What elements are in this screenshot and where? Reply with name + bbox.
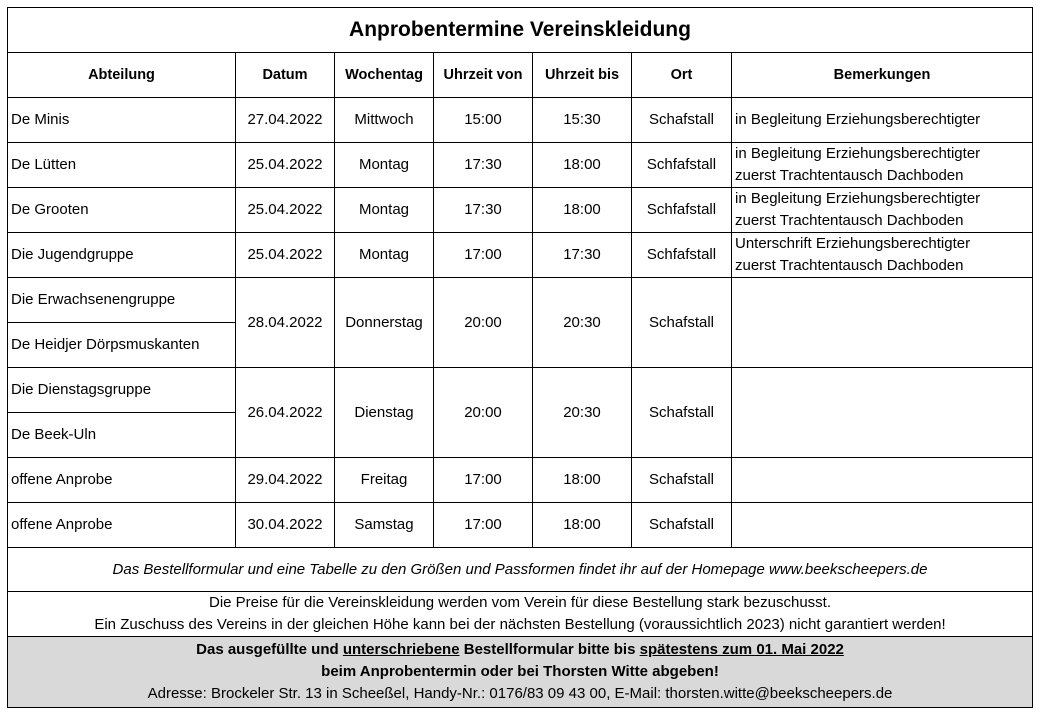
- cell-bemerkungen: [732, 143, 1033, 188]
- table-row: [8, 503, 1033, 548]
- cell-bis: 15:30: [533, 98, 632, 143]
- cell-von: 17:00: [434, 233, 533, 278]
- cell-ort: Schafstall: [632, 278, 732, 368]
- table-row: [8, 368, 1033, 413]
- header-uhrzeit-bis: Uhrzeit bis: [533, 53, 632, 98]
- cell-ort: Schafstall: [632, 503, 732, 548]
- cell-abteilung: Die Jugendgruppe: [8, 233, 236, 278]
- cell-von: 20:00: [434, 368, 533, 458]
- deadline-line: [8, 639, 1032, 661]
- cell-abteilung: offene Anprobe: [8, 458, 236, 503]
- cell-wochentag: Montag: [335, 143, 434, 188]
- bemerkung-line-2: zuerst Trachtentausch Dachboden: [735, 167, 964, 184]
- bemerkung-line-1: in Begleitung Erziehungsberechtigter: [735, 190, 981, 207]
- header-datum: Datum: [236, 53, 335, 98]
- deadline-text-2: Bestellformular bitte bis: [459, 641, 640, 658]
- cell-datum: 26.04.2022: [236, 368, 335, 458]
- cell-ort: Schfafstall: [632, 233, 732, 278]
- header-row: [8, 53, 1033, 98]
- cell-abteilung: Die Erwachsenengruppe: [8, 278, 236, 323]
- cell-ort: Schafstall: [632, 98, 732, 143]
- table-row: [8, 188, 1033, 233]
- cell-bemerkungen: [732, 458, 1033, 503]
- cell-bis: 18:00: [533, 503, 632, 548]
- homepage-note: Das Bestellformular und eine Tabelle zu den Größen und Passformen findet ihr auf der Homepage www.beekscheepers.de: [8, 548, 1033, 592]
- header-wochentag: Wochentag: [335, 53, 434, 98]
- cell-von: 17:30: [434, 143, 533, 188]
- header-bemerkungen: Bemerkungen: [732, 53, 1033, 98]
- header-uhrzeit-von: Uhrzeit von: [434, 53, 533, 98]
- bemerkung-line-2: zuerst Trachtentausch Dachboden: [735, 212, 964, 229]
- cell-wochentag: Mittwoch: [335, 98, 434, 143]
- cell-wochentag: Samstag: [335, 503, 434, 548]
- cell-datum: 25.04.2022: [236, 143, 335, 188]
- cell-wochentag: Freitag: [335, 458, 434, 503]
- page-title: Anprobentermine Vereinskleidung: [8, 8, 1033, 53]
- cell-von: 15:00: [434, 98, 533, 143]
- cell-bis: 17:30: [533, 233, 632, 278]
- header-ort: Ort: [632, 53, 732, 98]
- schedule-table: [7, 7, 1033, 708]
- cell-von: 20:00: [434, 278, 533, 368]
- bemerkung-line-1: in Begleitung Erziehungsberechtigter: [735, 111, 981, 128]
- price-info-line-2: Ein Zuschuss des Vereins in der gleichen Höhe kann bei der nächsten Bestellung (voraussichtlich 2023) nicht garantiert werden!: [94, 616, 946, 633]
- cell-ort: Schafstall: [632, 368, 732, 458]
- deadline-text-1: Das ausgefüllte und: [196, 641, 343, 658]
- table-row: [8, 458, 1033, 503]
- table-row: [8, 98, 1033, 143]
- cell-bemerkungen: [732, 188, 1033, 233]
- cell-wochentag: Dienstag: [335, 368, 434, 458]
- cell-bemerkungen: [732, 503, 1033, 548]
- handover-line: beim Anprobentermin oder bei Thorsten Witte abgeben!: [321, 663, 719, 680]
- bemerkung-line-2: zuerst Trachtentausch Dachboden: [735, 257, 964, 274]
- price-info: [8, 592, 1033, 637]
- title-row: [8, 8, 1033, 53]
- cell-datum: 29.04.2022: [236, 458, 335, 503]
- bemerkung-line-1: Unterschrift Erziehungsberechtigter: [735, 235, 971, 252]
- cell-von: 17:00: [434, 503, 533, 548]
- cell-abteilung: De Minis: [8, 98, 236, 143]
- cell-datum: 25.04.2022: [236, 188, 335, 233]
- cell-abteilung: offene Anprobe: [8, 503, 236, 548]
- table-row: [8, 233, 1033, 278]
- table-row: [8, 143, 1033, 188]
- cell-wochentag: Donnerstag: [335, 278, 434, 368]
- note-row: [8, 548, 1033, 592]
- table-row: [8, 278, 1033, 323]
- price-info-line-1: Die Preise für die Vereinskleidung werden vom Verein für diese Bestellung stark bezuschusst.: [209, 594, 831, 611]
- cell-datum: 25.04.2022: [236, 233, 335, 278]
- schedule-sheet: [7, 7, 1032, 708]
- cell-abteilung: Die Dienstagsgruppe: [8, 368, 236, 413]
- cell-datum: 28.04.2022: [236, 278, 335, 368]
- cell-ort: Schfafstall: [632, 143, 732, 188]
- cell-bemerkungen: [732, 368, 1033, 458]
- info-row: [8, 592, 1033, 637]
- cell-abteilung: De Grooten: [8, 188, 236, 233]
- deadline-underlined-1: unterschriebene: [342, 641, 460, 658]
- cell-von: 17:30: [434, 188, 533, 233]
- header-abteilung: Abteilung: [8, 53, 236, 98]
- cell-bis: 20:30: [533, 368, 632, 458]
- cell-ort: Schfafstall: [632, 188, 732, 233]
- cell-datum: 30.04.2022: [236, 503, 335, 548]
- cell-datum: 27.04.2022: [236, 98, 335, 143]
- cell-bemerkungen: [732, 233, 1033, 278]
- contact-line: Adresse: Brockeler Str. 13 in Scheeßel, Handy-Nr.: 0176/83 09 43 00, E-Mail: thorsten.witte@beekscheepers.de: [147, 685, 893, 702]
- cell-bis: 18:00: [533, 458, 632, 503]
- cell-von: 17:00: [434, 458, 533, 503]
- submission-notice: [8, 637, 1033, 708]
- bemerkung-line-1: in Begleitung Erziehungsberechtigter: [735, 145, 981, 162]
- cell-bemerkungen: [732, 98, 1033, 143]
- cell-bis: 20:30: [533, 278, 632, 368]
- cell-bis: 18:00: [533, 188, 632, 233]
- deadline-underlined-2: spätestens zum 01. Mai 2022: [639, 641, 844, 658]
- cell-ort: Schafstall: [632, 458, 732, 503]
- cell-abteilung: De Lütten: [8, 143, 236, 188]
- cell-wochentag: Montag: [335, 233, 434, 278]
- cell-bis: 18:00: [533, 143, 632, 188]
- cell-abteilung: De Heidjer Dörpsmuskanten: [8, 323, 236, 368]
- footer-row: [8, 637, 1033, 708]
- cell-bemerkungen: [732, 278, 1033, 368]
- cell-abteilung: De Beek-Uln: [8, 413, 236, 458]
- cell-wochentag: Montag: [335, 188, 434, 233]
